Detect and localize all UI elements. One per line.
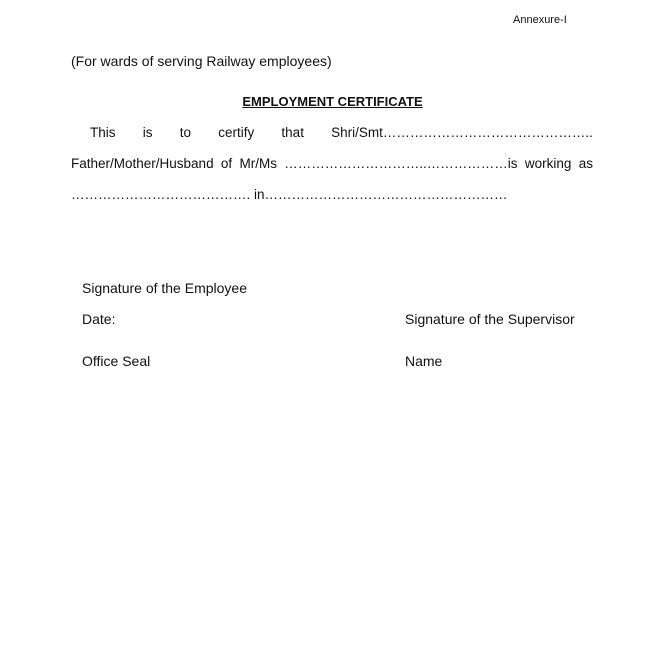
line2-word: of [220, 156, 233, 171]
document-subtitle: (For wards of serving Railway employees) [71, 53, 332, 69]
certificate-line-1 [71, 125, 593, 140]
certificate-line-3: …………………………………. in……………………………………………… [71, 187, 508, 202]
line1-word: that [281, 125, 304, 140]
date-label: Date: [82, 311, 116, 327]
name-label: Name [405, 353, 443, 369]
employee-signature-label: Signature of the Employee [82, 280, 247, 296]
line1-word: to [179, 125, 191, 140]
line1-word: is [142, 125, 153, 140]
certificate-title: EMPLOYMENT CERTIFICATE [242, 94, 423, 109]
supervisor-signature-label: Signature of the Supervisor [405, 311, 575, 327]
line2-word: Father/Mother/Husband [71, 156, 214, 171]
line2-word: Mr/Ms [239, 156, 277, 171]
certificate-line-2 [71, 156, 593, 171]
annexure-label: Annexure-I [513, 14, 567, 26]
line1-word: Shri/Smt……………………………………….. [331, 125, 593, 140]
office-seal-label: Office Seal [82, 353, 151, 369]
line2-word: as [578, 156, 593, 171]
line2-word: working [524, 156, 572, 171]
line2-word: …………………………..………………is [284, 156, 518, 171]
line1-word: This [90, 125, 116, 140]
line1-word: certify [218, 125, 255, 140]
